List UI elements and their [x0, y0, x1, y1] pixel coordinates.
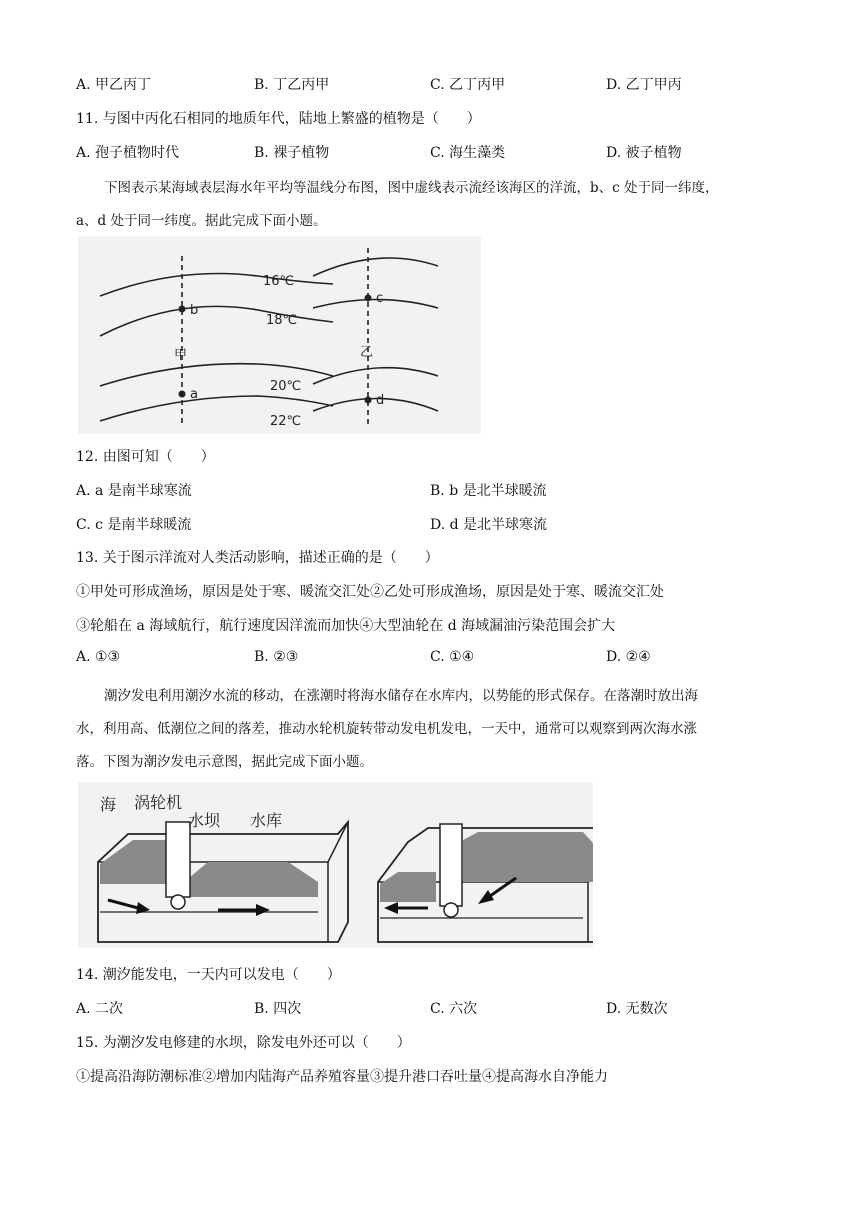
q13-option-b: B. ②③ [254, 649, 299, 665]
label-b: b [190, 303, 199, 318]
point-d [365, 397, 372, 404]
q11-stem: 11. 与图中丙化石相同的地质年代，陆地上繁盛的植物是（ ） [76, 111, 481, 127]
tidal-power-figure [78, 782, 593, 948]
q14-stem: 14. 潮汐能发电，一天内可以发电（ ） [76, 967, 341, 983]
label-a: a [190, 387, 198, 402]
q11-option-c: C. 海生藻类 [430, 145, 506, 161]
q13-statement-1: ①甲处可形成渔场，原因是处于寒、暖流交汇处②乙处可形成渔场，原因是处于寒、暖流交汇处 [76, 584, 664, 600]
label-dam: 水坝 [188, 811, 221, 830]
q13-stem: 13. 关于图示洋流对人类活动影响，描述正确的是（ ） [76, 550, 439, 566]
label-sea: 海 [100, 795, 117, 814]
q12-stem: 12. 由图可知（ ） [76, 449, 215, 465]
point-b [179, 306, 186, 313]
q15-statement-1: ①提高沿海防潮标准②增加内陆海产品养殖容量③提升港口吞吐量④提高海水自净能力 [76, 1069, 608, 1085]
label-20c: 20℃ [270, 379, 302, 394]
point-c [365, 295, 372, 302]
q14-option-c: C. 六次 [430, 1001, 478, 1017]
q15-stem: 15. 为潮汐发电修建的水坝，除发电外还可以（ ） [76, 1035, 411, 1051]
intro2-line2: 水，利用高、低潮位之间的落差，推动水轮机旋转带动发电机发电，一天中，通常可以观察到两次海水涨 [76, 721, 697, 737]
label-18c: 18℃ [266, 313, 298, 328]
q11-option-d: D. 被子植物 [606, 145, 682, 161]
label-c: c [376, 291, 384, 306]
q14-option-d: D. 无数次 [606, 1001, 668, 1017]
q10-option-b: B. 丁乙丙甲 [254, 77, 330, 93]
q10-option-c: C. 乙丁丙甲 [430, 77, 506, 93]
label-16c: 16℃ [263, 274, 295, 289]
label-turbine: 涡轮机 [134, 793, 183, 812]
q11-option-b: B. 裸子植物 [254, 145, 330, 161]
intro1-line1: 下图表示某海域表层海水年平均等温线分布图，图中虚线表示流经该海区的洋流，b、c 处于同一纬度， [104, 180, 719, 196]
label-jia: 甲 [174, 348, 188, 363]
q13-option-c: C. ①④ [430, 649, 475, 665]
q14-option-a: A. 二次 [76, 1001, 124, 1017]
label-reservoir: 水库 [250, 811, 283, 830]
isotherm-map [78, 236, 481, 434]
q10-option-a: A. 甲乙丙丁 [76, 77, 152, 93]
q12-option-c: C. c 是南半球暖流 [76, 517, 192, 533]
q10-option-d: D. 乙丁甲丙 [606, 77, 682, 93]
q13-option-a: A. ①③ [76, 649, 121, 665]
intro2-line3: 落。下图为潮汐发电示意图，据此完成下面小题。 [76, 754, 373, 770]
point-a [179, 391, 186, 398]
q14-option-b: B. 四次 [254, 1001, 302, 1017]
intro1-line2: a、d 处于同一纬度。据此完成下面小题。 [76, 213, 327, 229]
q12-option-d: D. d 是北半球寒流 [430, 517, 548, 533]
q12-option-b: B. b 是北半球暖流 [430, 483, 547, 499]
label-yi: 乙 [360, 345, 374, 360]
label-22c: 22℃ [270, 414, 302, 429]
isotherm-figure [78, 236, 481, 434]
tidal-power-diagram [78, 782, 593, 948]
label-d: d [376, 393, 385, 408]
q12-option-a: A. a 是南半球寒流 [76, 483, 192, 499]
q13-statement-2: ③轮船在 a 海域航行，航行速度因洋流而加快④大型油轮在 d 海域漏油污染范围会扩大 [76, 618, 616, 634]
q13-option-d: D. ②④ [606, 649, 651, 665]
q11-option-a: A. 孢子植物时代 [76, 145, 180, 161]
intro2-line1: 潮汐发电利用潮汐水流的移动，在涨潮时将海水储存在水库内，以势能的形式保存。在落潮时放出海 [104, 688, 698, 704]
